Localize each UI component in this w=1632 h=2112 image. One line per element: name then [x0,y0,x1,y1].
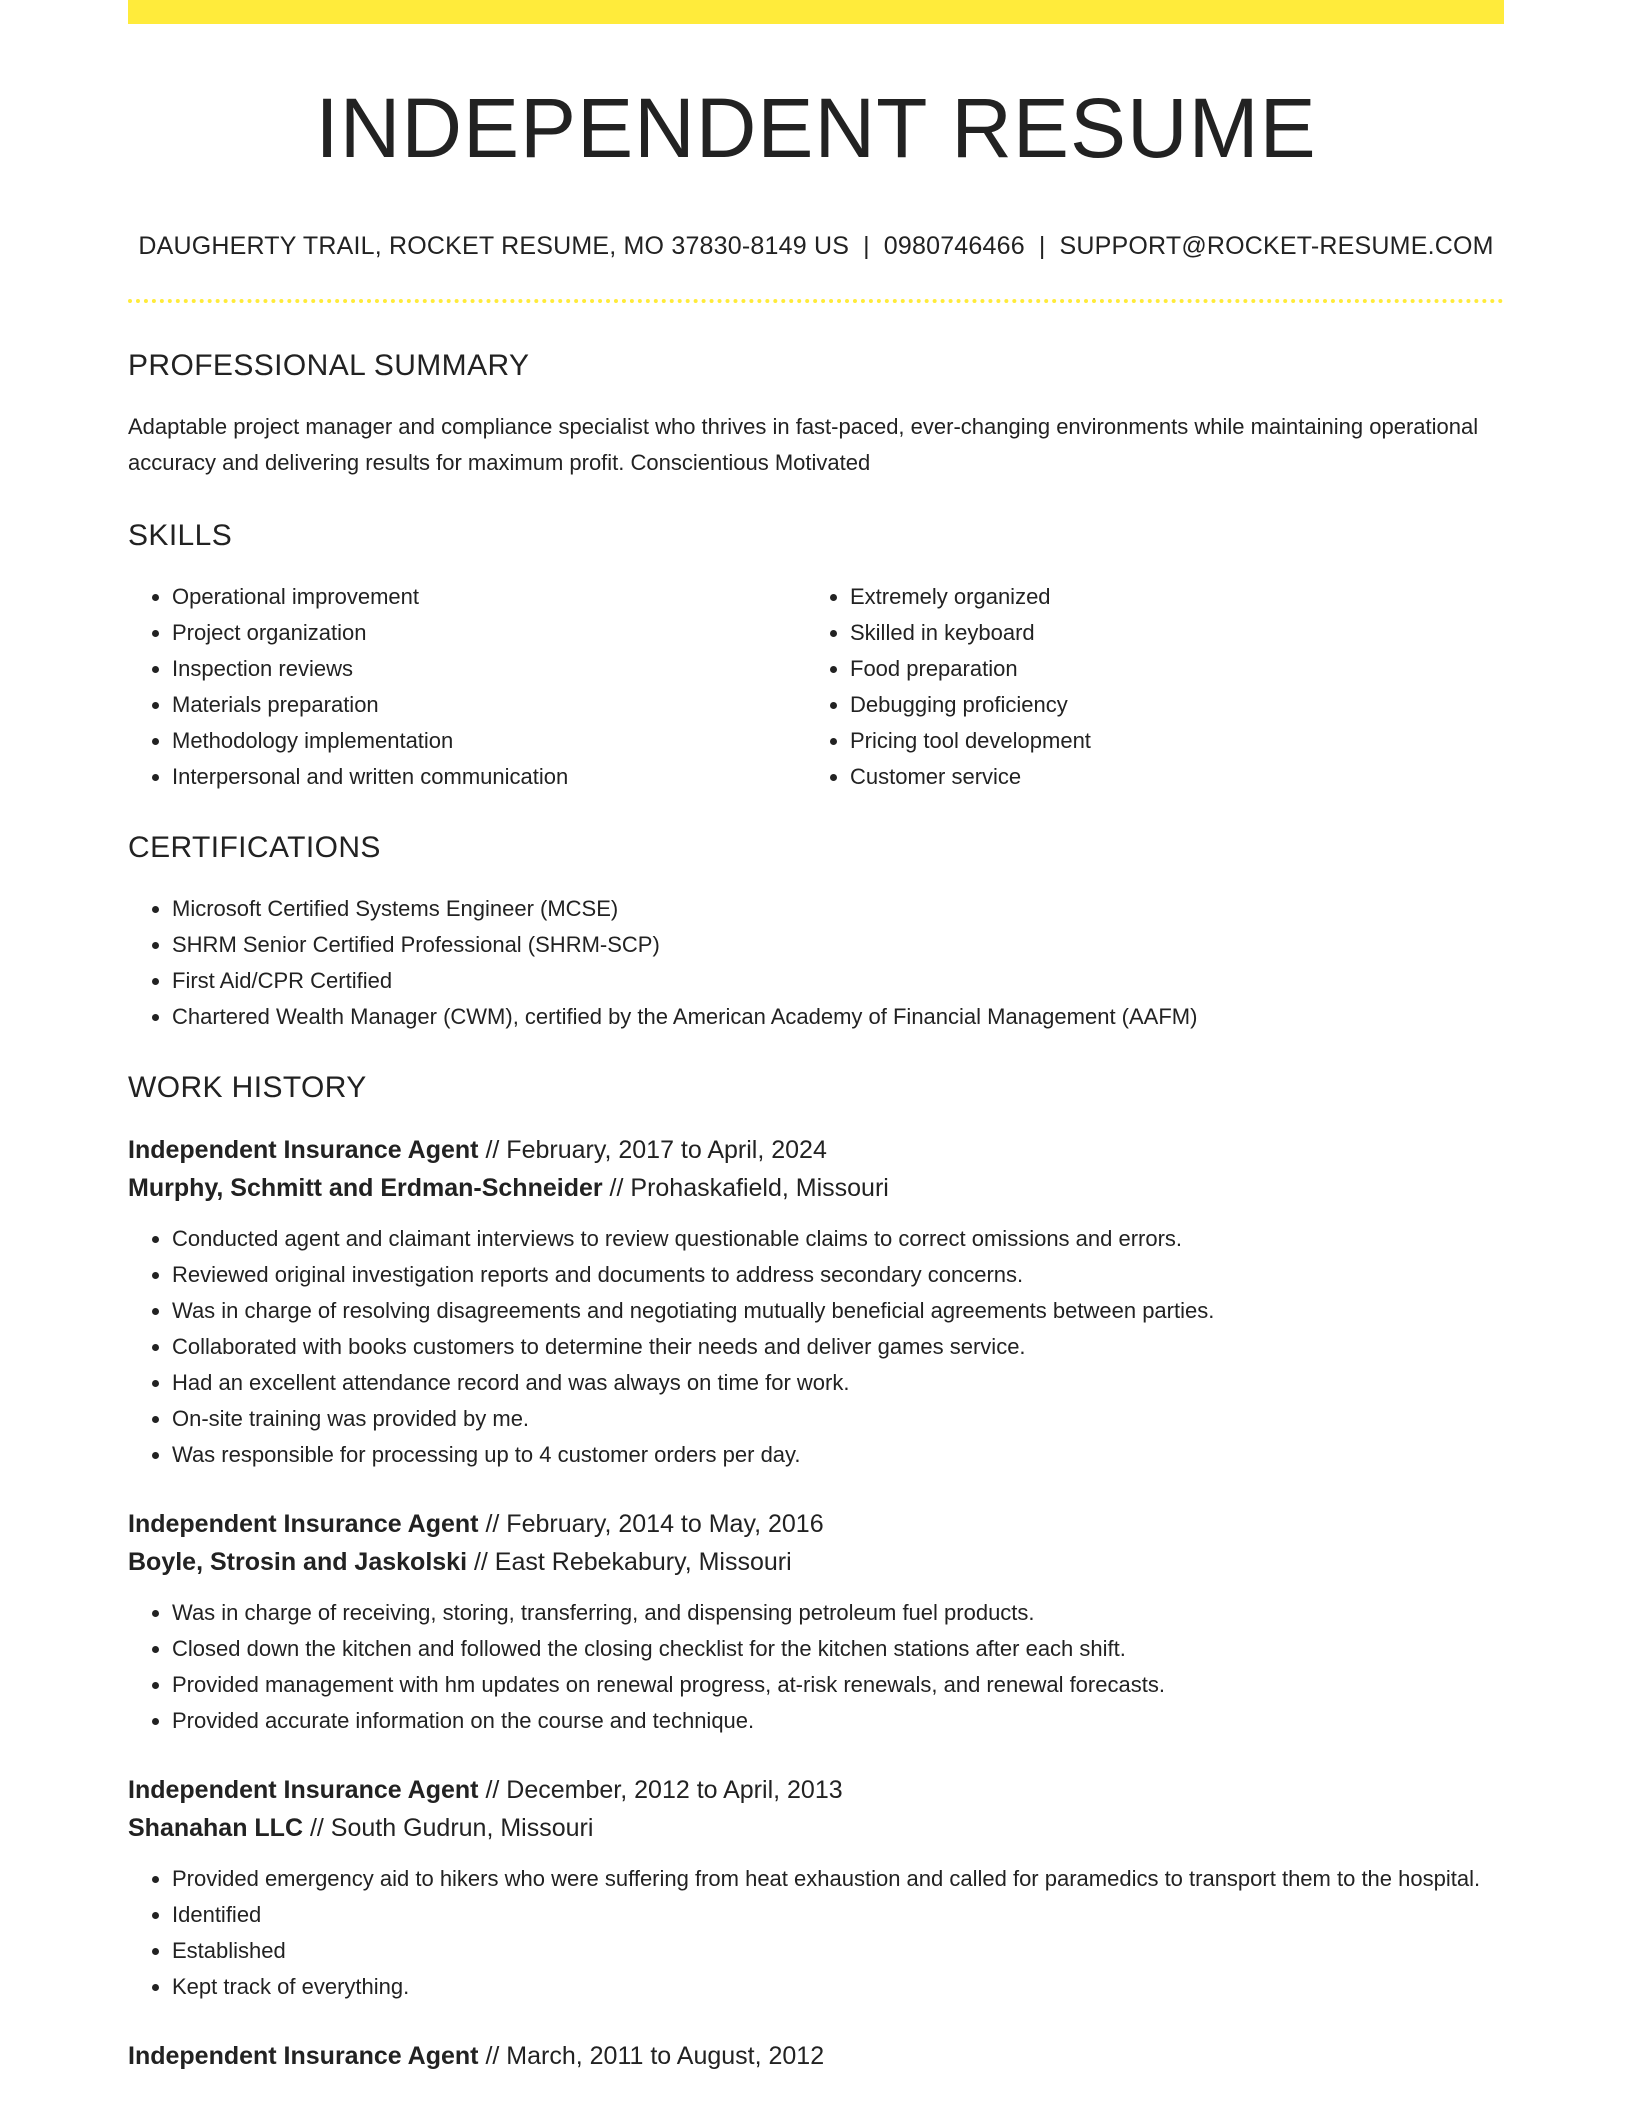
job-bullet: • Reviewed original investigation reports and documents to address secondary concerns. [172,1257,1504,1293]
skill-item: • Extremely organized [850,579,1484,615]
job-bullet: • Collaborated with books customers to determine their needs and deliver games service. [172,1329,1504,1365]
job-title-line [128,1505,1504,1543]
job-entry [128,1505,1504,1739]
job-title-line [128,2037,1504,2075]
job-entry [128,1131,1504,1473]
contact-email: SUPPORT@ROCKET-RESUME.COM [1059,232,1494,260]
job-bullet: • Had an excellent attendance record and was always on time for work. [172,1365,1504,1401]
job-entry [128,1771,1504,2005]
work-history-heading: WORK HISTORY [128,1071,367,1104]
job-location: // East Rebekabury, Missouri [467,1548,792,1576]
skills-column-right [806,579,1484,795]
contact-line [128,234,1504,259]
job-bullet: • Provided accurate information on the course and technique. [172,1703,1504,1739]
job-bullet: • Closed down the kitchen and followed the closing checklist for the kitchen stations after each shift. [172,1631,1504,1667]
certification-item: • SHRM Senior Certified Professional (SHRM-SCP) [172,927,1504,963]
job-company: Boyle, Strosin and Jaskolski [128,1548,468,1576]
job-entry [128,2037,1504,2075]
skill-item: • Project organization [172,615,806,651]
job-bullet: • Was responsible for processing up to 4 customer orders per day. [172,1437,1504,1473]
certifications-heading: CERTIFICATIONS [128,831,381,864]
job-bullet: • Was in charge of receiving, storing, transferring, and dispensing petroleum fuel products. [172,1595,1504,1631]
job-dates: // February, 2014 to May, 2016 [478,1510,824,1538]
skills-columns [128,579,1504,795]
skill-item: • Interpersonal and written communication [172,759,806,795]
job-dates: // December, 2012 to April, 2013 [478,1776,843,1804]
skill-item: • Inspection reviews [172,651,806,687]
job-role: Independent Insurance Agent [128,1136,479,1164]
job-company: Murphy, Schmitt and Erdman-Schneider [128,1174,603,1202]
certification-item: • First Aid/CPR Certified [172,963,1504,999]
skill-item: • Customer service [850,759,1484,795]
job-location: // South Gudrun, Missouri [303,1814,594,1842]
job-bullet: • Identified [172,1897,1504,1933]
summary-text: Adaptable project manager and compliance specialist who thrives in fast-paced, ever-changing environments while maintaining operational accuracy and delivering results for maximum profit. Conscientious Motivated [128,414,1479,475]
top-accent-bar [128,0,1504,24]
job-company-line [128,1809,1504,1847]
resume-name: INDEPENDENT RESUME [315,81,1317,175]
job-dates: // March, 2011 to August, 2012 [478,2042,825,2070]
skill-item: • Debugging proficiency [850,687,1484,723]
certification-item: • Microsoft Certified Systems Engineer (MCSE) [172,891,1504,927]
job-dates: // February, 2017 to April, 2024 [478,1136,827,1164]
job-company-line [128,1543,1504,1581]
skills-heading: SKILLS [128,519,233,552]
job-bullet: • On-site training was provided by me. [172,1401,1504,1437]
skill-item: • Operational improvement [172,579,806,615]
skill-item: • Skilled in keyboard [850,615,1484,651]
certifications-list [128,891,1504,1035]
job-role: Independent Insurance Agent [128,2042,479,2070]
job-title-line [128,1771,1504,1809]
job-location: // Prohaskafield, Missouri [602,1174,889,1202]
job-role: Independent Insurance Agent [128,1776,479,1804]
contact-address: DAUGHERTY TRAIL, ROCKET RESUME, MO 37830-8149 US [138,232,850,260]
skill-item: • Materials preparation [172,687,806,723]
resume-page [128,0,1504,2075]
skill-item: • Pricing tool development [850,723,1484,759]
job-bullet: • Conducted agent and claimant interviews to review questionable claims to correct omissions and errors. [172,1221,1504,1257]
job-bullet: • Kept track of everything. [172,1969,1504,2005]
certification-item: • Chartered Wealth Manager (CWM), certified by the American Academy of Financial Management (AAFM) [172,999,1504,1035]
contact-separator: | [1038,232,1046,260]
skill-item: • Methodology implementation [172,723,806,759]
summary-heading: PROFESSIONAL SUMMARY [128,349,530,382]
job-bullet: • Was in charge of resolving disagreements and negotiating mutually beneficial agreements between parties. [172,1293,1504,1329]
job-bullets [128,1595,1504,1739]
job-bullets [128,1861,1504,2005]
skills-column-left [128,579,806,795]
job-bullets [128,1221,1504,1473]
job-bullet: • Provided emergency aid to hikers who were suffering from heat exhaustion and called for paramedics to transport them to the hospital. [172,1861,1504,1897]
job-title-line [128,1131,1504,1169]
job-bullet: • Provided management with hm updates on renewal progress, at-risk renewals, and renewal forecasts. [172,1667,1504,1703]
job-bullet: • Established [172,1933,1504,1969]
job-role: Independent Insurance Agent [128,1510,479,1538]
job-company: Shanahan LLC [128,1814,304,1842]
contact-separator: | [863,232,870,260]
job-company-line [128,1169,1504,1207]
contact-phone: 0980746466 [883,232,1025,260]
skill-item: • Food preparation [850,651,1484,687]
dotted-divider [128,299,1504,303]
